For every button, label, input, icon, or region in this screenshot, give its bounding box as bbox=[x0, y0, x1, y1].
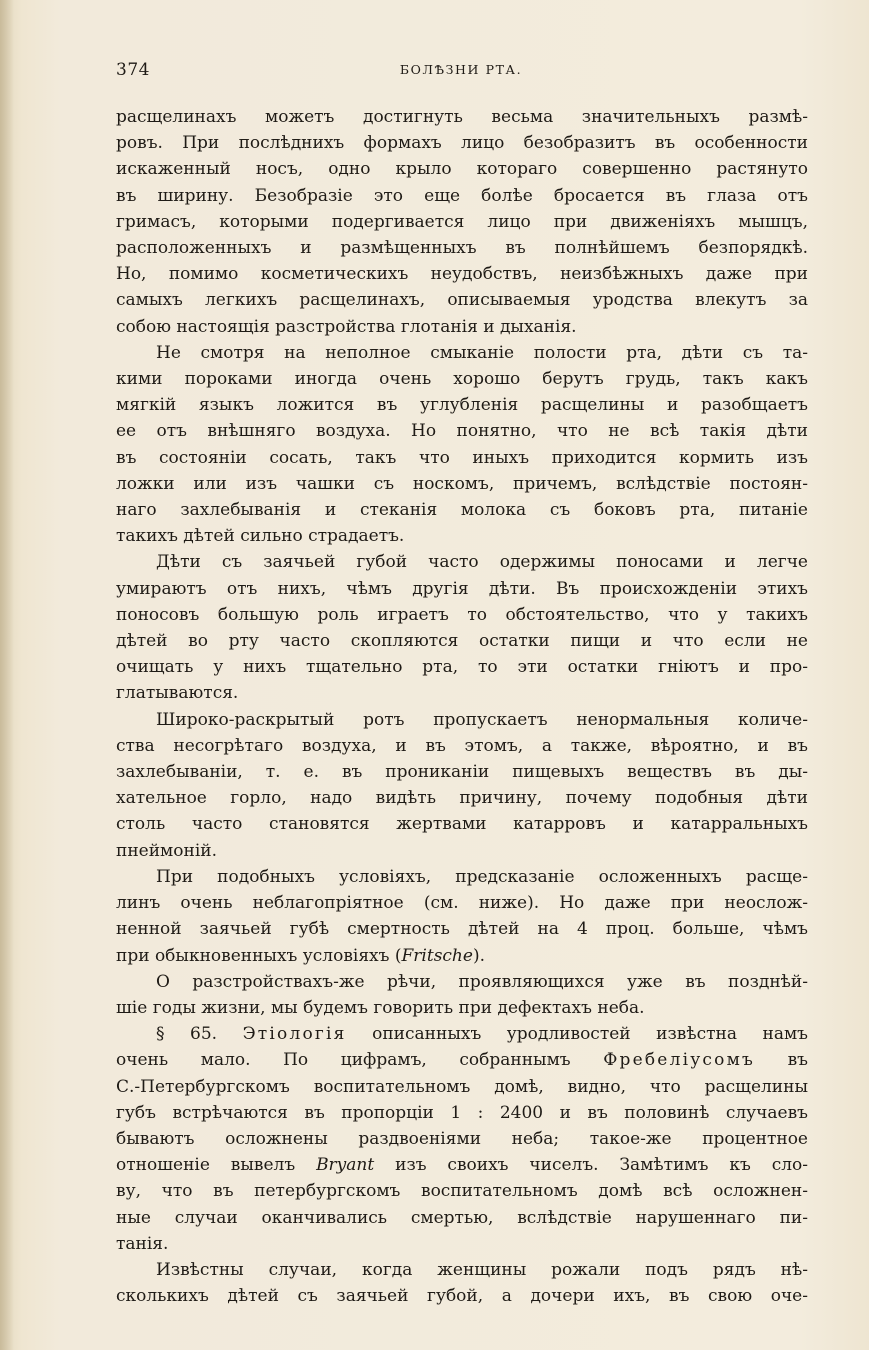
text-line bbox=[116, 1152, 808, 1178]
page-header bbox=[116, 60, 806, 90]
page-number: 374 bbox=[116, 60, 150, 80]
text-line: столь часто становятся жертвами катарровъ и катарральныхъ bbox=[116, 814, 808, 835]
text-line: такихъ дѣтей сильно страдаетъ. bbox=[116, 526, 405, 547]
author-name-spaced: Фребеліусомъ bbox=[603, 1050, 756, 1071]
paragraph bbox=[116, 707, 808, 864]
text-line: мягкій языкъ ложится въ углубленія расщелины и разобщаетъ bbox=[116, 395, 808, 416]
text-line: глатываются. bbox=[116, 683, 239, 704]
text-line: очищать у нихъ тщательно рта, то эти остатки гніютъ и про- bbox=[116, 657, 808, 678]
text-fragment: отношеніе вывелъ bbox=[116, 1155, 317, 1176]
text-line: поносовъ большую роль играетъ то обстоятельство, что у такихъ bbox=[116, 604, 808, 625]
text-fragment: при обыкновенныхъ условіяхъ ( bbox=[116, 945, 402, 966]
text-line: ву, что въ петербургскомъ воспитательномъ домѣ всѣ осложнен- bbox=[116, 1181, 808, 1202]
text-line: сколькихъ дѣтей съ заячьей губой, а дочери ихъ, въ свою оче- bbox=[116, 1286, 808, 1307]
text-fragment: описанныхъ уродливостей извѣстна намъ bbox=[346, 1024, 808, 1045]
body-text bbox=[116, 104, 808, 1309]
text-line: собою настоящія разстройства глотанія и дыханія. bbox=[116, 316, 577, 337]
text-line: линъ очень неблагопріятное (см. ниже). Но даже при неослож- bbox=[116, 893, 808, 914]
text-line: захлебываніи, т. е. въ прониканіи пищевыхъ веществъ въ ды- bbox=[116, 762, 808, 783]
text-line: въ состояніи сосать, такъ что иныхъ приходится кормить изъ bbox=[116, 447, 808, 468]
text-line: бываютъ осложнены раздвоеніями неба; такое-же процентное bbox=[116, 1128, 808, 1149]
text-line: С.-Петербургскомъ воспитательномъ домѣ, видно, что расщелины bbox=[116, 1076, 808, 1097]
paragraph bbox=[116, 1021, 808, 1257]
text-line: кими пороками иногда очень хорошо берутъ грудь, такъ какъ bbox=[116, 369, 808, 390]
paragraph bbox=[116, 864, 808, 969]
text-line: губъ встрѣчаются въ пропорціи 1 : 2400 и въ половинѣ случаевъ bbox=[116, 1102, 808, 1123]
text-line: При подобныхъ условіяхъ, предсказаніе осложенныхъ расще- bbox=[156, 866, 808, 887]
text-line: О разстройствахъ-же рѣчи, проявляющихся уже въ позднѣй- bbox=[156, 971, 808, 992]
text-fragment: ). bbox=[472, 945, 485, 966]
text-line: ровъ. При послѣднихъ формахъ лицо безобразитъ въ особенности bbox=[116, 133, 808, 154]
text-line: расщелинахъ можетъ достигнуть весьма значительныхъ размѣ- bbox=[116, 107, 808, 127]
text-line: Но, помимо косметическихъ неудобствъ, неизбѣжныхъ даже при bbox=[116, 264, 808, 285]
paragraph bbox=[116, 104, 808, 340]
text-line: ненной заячьей губѣ смертность дѣтей на 4 проц. больше, чѣмъ bbox=[116, 919, 808, 940]
text-line bbox=[116, 1021, 808, 1047]
text-line: дѣтей во рту часто скопляются остатки пищи и что если не bbox=[116, 631, 808, 652]
text-line: расположенныхъ и размѣщенныхъ въ полнѣйшемъ безпорядкѣ. bbox=[116, 238, 808, 259]
text-fragment: очень мало. По цифрамъ, собраннымъ bbox=[116, 1050, 604, 1071]
paragraph bbox=[116, 549, 808, 706]
text-line: хательное горло, надо видѣть причину, почему подобныя дѣти bbox=[116, 788, 808, 809]
text-line: шіе годы жизни, мы будемъ говорить при дефектахъ неба. bbox=[116, 997, 645, 1018]
text-line: пнеймоній. bbox=[116, 840, 218, 861]
text-line: ложки или изъ чашки съ носкомъ, причемъ, вслѣдствіе постоян- bbox=[116, 473, 808, 494]
paragraph bbox=[116, 340, 808, 550]
text-line: ства несогрѣтаго воздуха, и въ этомъ, а также, вѣроятно, и въ bbox=[116, 735, 808, 756]
text-line: ее отъ внѣшняго воздуха. Но понятно, что не всѣ такія дѣти bbox=[116, 421, 808, 442]
text-fragment: изъ своихъ чиселъ. Замѣтимъ къ сло- bbox=[374, 1155, 808, 1176]
text-line: Дѣти съ заячьей губой часто одержимы поносами и легче bbox=[156, 552, 808, 573]
text-line: Не смотря на неполное смыканіе полости рта, дѣти съ та- bbox=[156, 342, 808, 363]
text-line: Извѣстны случаи, когда женщины рожали подъ рядъ нѣ- bbox=[156, 1259, 808, 1280]
text-line: искаженный носъ, одно крыло котораго совершенно растянуто bbox=[116, 159, 808, 180]
text-line bbox=[116, 1047, 808, 1073]
text-line: Широко-раскрытый ротъ пропускаетъ ненормальныя количе- bbox=[156, 709, 808, 730]
section-heading-term: Этіологія bbox=[242, 1024, 347, 1045]
text-line: ные случаи оканчивались смертью, вслѣдствіе нарушеннаго пи- bbox=[116, 1207, 808, 1228]
section-number: § 65. bbox=[156, 1024, 243, 1045]
text-line: умираютъ отъ нихъ, чѣмъ другія дѣти. Въ происхожденіи этихъ bbox=[116, 578, 808, 599]
text-line: самыхъ легкихъ расщелинахъ, описываемыя уродства влекутъ за bbox=[116, 290, 808, 311]
paragraph bbox=[116, 1257, 808, 1309]
text-fragment: въ bbox=[755, 1050, 808, 1071]
paragraph bbox=[116, 969, 808, 1021]
running-title: БОЛѢЗНИ РТА. bbox=[399, 62, 523, 77]
text-line: гримасъ, которыми подергивается лицо при движеніяхъ мышцъ, bbox=[116, 211, 808, 232]
author-citation: Bryant bbox=[316, 1155, 375, 1176]
text-line: танія. bbox=[116, 1233, 169, 1254]
binding-gutter-shadow bbox=[0, 0, 14, 1350]
text-line: въ ширину. Безобразіе это еще болѣе бросается въ глаза отъ bbox=[116, 185, 808, 206]
author-citation: Fritsche bbox=[401, 945, 473, 966]
text-line bbox=[116, 943, 808, 969]
text-line: наго захлебыванія и стеканія молока съ боковъ рта, питаніе bbox=[116, 500, 808, 521]
